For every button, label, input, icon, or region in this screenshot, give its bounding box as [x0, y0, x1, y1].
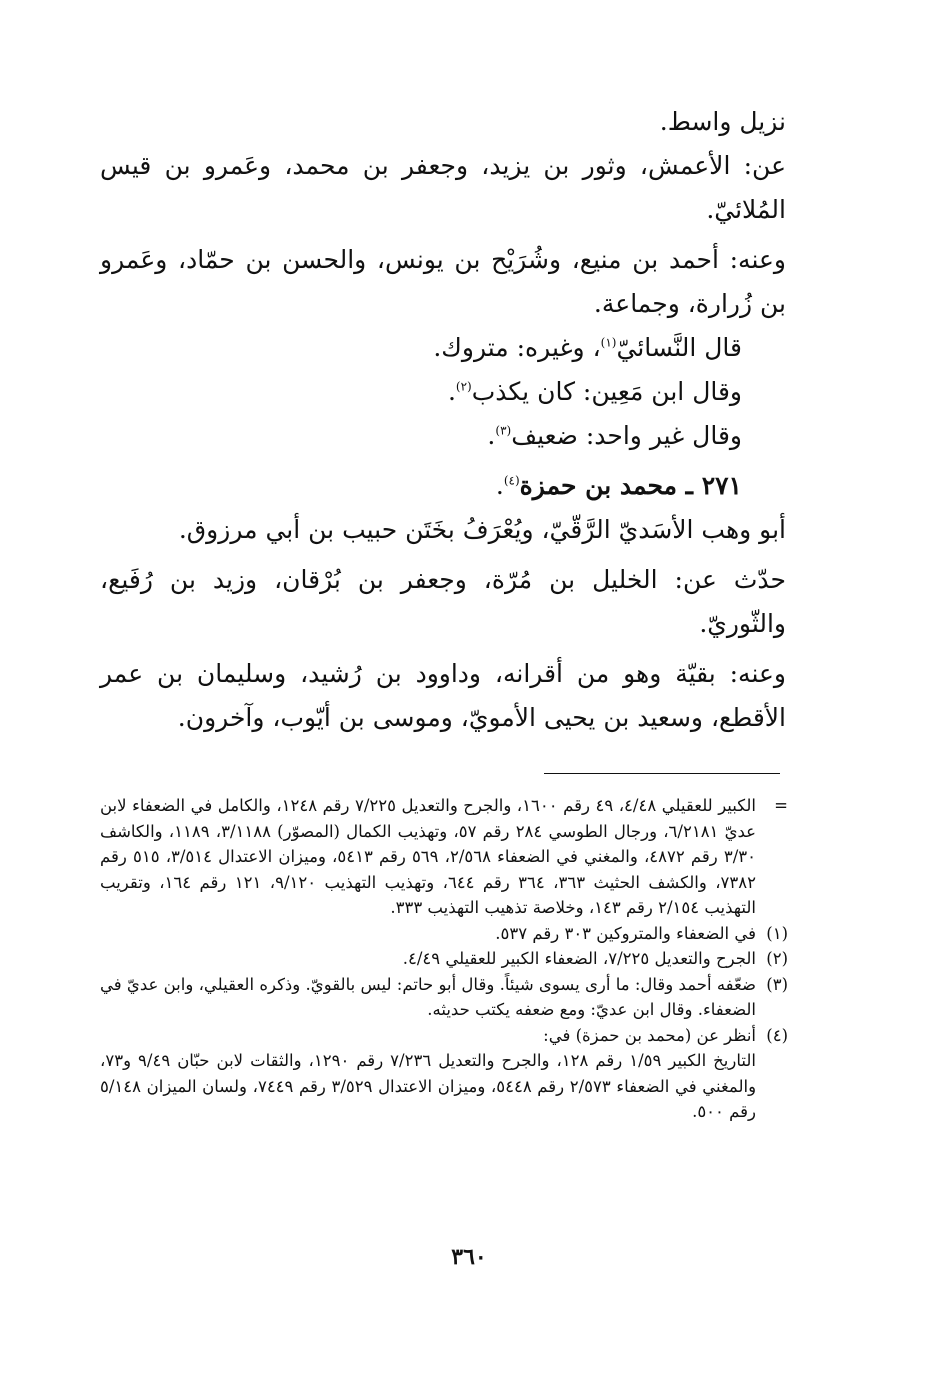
quote-nasai-text: قال النَّسائيّ [616, 333, 742, 362]
quote-others-rest: . [487, 421, 496, 450]
quote-nasai [100, 326, 786, 370]
paragraph-narrated-from: عن: الأعمش، وثور بن يزيد، وجعفر بن محمد، وعَمرو بن قيس المُلائيّ. [100, 151, 786, 224]
footnote-text: الكبير للعقيلي ٤/٤٨، ٤٩ رقم ١٦٠٠، والجرح والتعديل ٧/٢٢٥ رقم ١٢٤٨، والكامل في الضعفاء لابن عديّ ٦/٢١٨١، ورجال الطوسي ٢٨٤ رقم ٥٧، وتهذيب الكمال (المصوّر) ٣/١١٨٨، ١١٨٩، والكاشف ٣/٣٠ رقم ٤٨٧٢، والمغني في الضعفاء ٢/٥٦٨، ٥٦٩ رقم ٥٤١٣، وميزان الاعتدال ٣/٥١٤، ٥١٥ رقم ٧٣٨٢، والكشف الحثيث ٣٦٣، ٣٦٤ رقم ٦٤٤، وتهذيب التهذيب ٩/١٢٠، ١٢١ رقم ١٦٤، وتقريب التهذيب ٢/١٥٤ رقم ١٤٣، وخلاصة تذهيب التهذيب ٣٣٣. [100, 796, 757, 917]
entry-heading-text: ٢٧١ ـ محمد بن حمزة [519, 471, 742, 500]
quote-ibn-main [100, 370, 786, 414]
footnote-2 [100, 946, 788, 972]
paragraph-students: وعنه: بقيّة وهو من أقرانه، وداوود بن رُشيد، وسليمان بن عمر الأقطع، وسعيد بن يحيى الأمويّ، وموسى بن أيّوب، وآخرون. [100, 659, 786, 732]
footnote-mark: (٣) [766, 974, 788, 994]
entry-heading [100, 464, 786, 508]
footnote-ref-1: (١) [600, 335, 617, 350]
main-text [100, 100, 786, 740]
footnote-ref-4: (٤) [503, 473, 520, 488]
footnote-mark: (١) [766, 923, 788, 943]
paragraph-residence: نزيل واسط. [659, 107, 786, 136]
footnote-3 [100, 972, 788, 1023]
paragraph-kunya: أبو وهب الأسَديّ الرَّقّيّ، ويُعْرَفُ بخَتَن حبيب بن أبي مرزوق. [178, 515, 786, 544]
footnote-text: أنظر عن (محمد بن حمزة) في: [543, 1025, 756, 1045]
entry-heading-rest: . [495, 471, 504, 500]
quote-others-text: وقال غير واحد: ضعيف [511, 421, 742, 450]
footnote-separator [544, 773, 780, 774]
footnote-text: في الضعفاء والمتروكين ٣٠٣ رقم ٥٣٧. [495, 923, 756, 943]
quote-ibn-main-text: وقال ابن مَعِين: كان يكذب [471, 377, 742, 406]
quote-others [100, 414, 786, 458]
footnote-text: الجرح والتعديل ٧/٢٢٥، الضعفاء الكبير للعقيلي ٤/٤٩. [402, 949, 756, 968]
footnote-mark: = [774, 796, 788, 815]
footnote-continuation [100, 793, 788, 921]
footnote-4 [100, 1023, 788, 1049]
footnote-mark [756, 1048, 788, 1125]
footnote-4-sources [100, 1048, 788, 1125]
paragraph-narrated: حدّث عن: الخليل بن مُرّة، وجعفر بن بُرْقان، وزيد بن رُفَيع، والثّوريّ. [100, 565, 786, 638]
footnote-ref-3: (٣) [495, 423, 512, 438]
footnote-mark: (٤) [766, 1025, 788, 1045]
footnote-text: التاريخ الكبير ١/٥٩ رقم ١٢٨، والجرح والتعديل ٧/٢٣٦ رقم ١٢٩٠، والثقات لابن حبّان ٩/٤٩ و٧٣، والمغني في الضعفاء ٢/٥٧٣ رقم ٥٤٤٨، وميزان الاعتدال ٣/٥٢٩ رقم ٧٤٤٩، ولسان الميزان ٥/١٤٨ رقم ٥٠٠. [100, 1051, 757, 1121]
footnote-ref-2: (٢) [455, 379, 472, 394]
page-number: ٣٦٠ [451, 1244, 487, 1270]
paragraph-narrators: وعنه: أحمد بن منيع، وشُرَيْح بن يونس، والحسن بن حمّاد، وعَمرو بن زُرارة، وجماعة. [100, 245, 786, 318]
footnote-1 [100, 921, 788, 947]
footnote-text: ضعّفه أحمد وقال: ما أرى يسوى شيئاً. وقال أبو حاتم: ليس بالقويّ. وذكره العقيلي، وابن عديّ في الضعفاء. وقال ابن عديّ: ومع ضعفه يكتب حديثه. [100, 974, 756, 1019]
quote-nasai-rest: ، وغيره: متروك. [433, 333, 601, 362]
footnote-mark: (٢) [766, 949, 788, 968]
footnotes [100, 793, 788, 1125]
quote-ibn-main-rest: . [447, 377, 456, 406]
